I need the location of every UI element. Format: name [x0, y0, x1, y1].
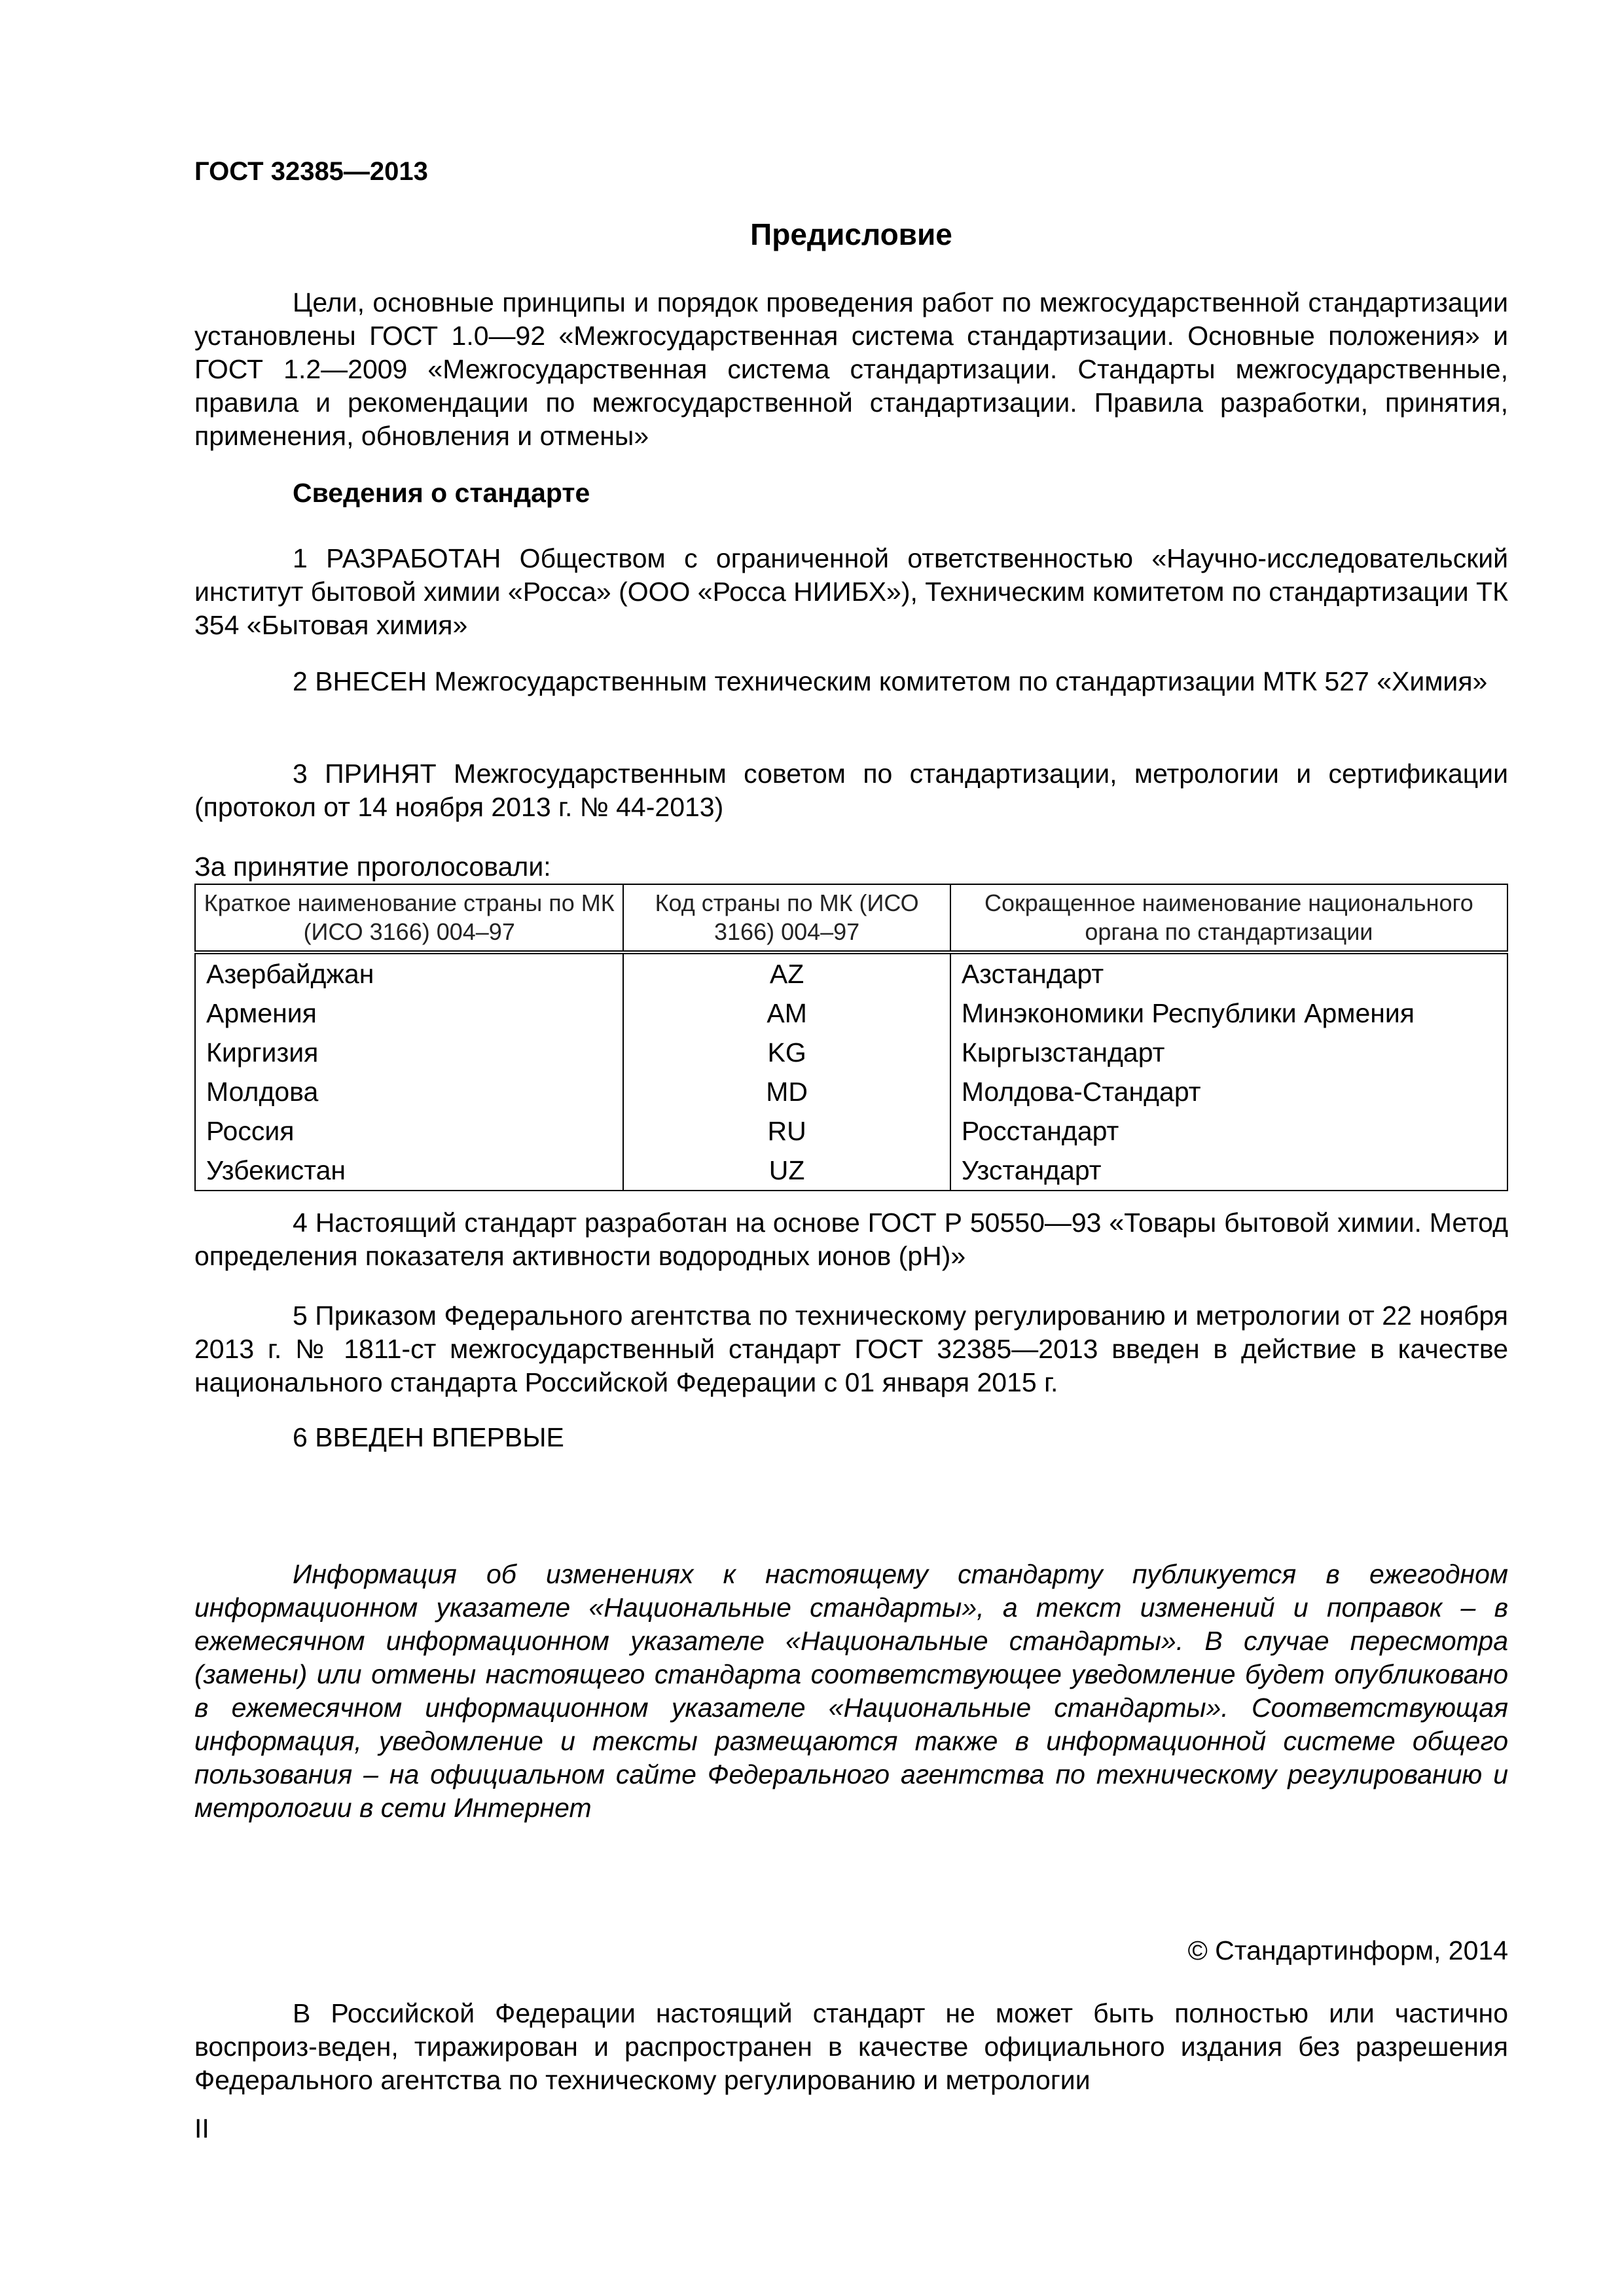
national-body: Росстандарт — [950, 1111, 1507, 1151]
intro-paragraph — [194, 286, 1508, 453]
country-code: KG — [623, 1033, 950, 1072]
national-body: Азстандарт — [950, 952, 1507, 994]
intro-text: Цели, основные принципы и порядок проведения работ по межгосударственной стандартизации установлены ГОСТ 1.0—92 «Межгосударственная система стандартизации. Основные положения» и ГОСТ 1.2—2009 «Межгосударственная система стандартизации. Стандарты межгосударственные, правила и рекомендации по межгосударственной стандартизации. Правила разработки, принятия, применения, обновления и отмены» — [194, 287, 1508, 451]
country-name: Россия — [195, 1111, 623, 1151]
item-order-text: 5 Приказом Федерального агентства по техническому регулированию и метрологии от 22 ноября 2013 г. № 1811-ст межгосударственный стандарт ГОСТ 32385—2013 введен в действие в качестве национального стандарта Российской Федерации с 01 января 2015 г. — [194, 1300, 1508, 1397]
item-basis-text: 4 Настоящий стандарт разработан на основе ГОСТ Р 50550—93 «Товары бытовой химии. Метод определения показателя активности водородных ионов (рН)» — [194, 1208, 1508, 1271]
table-row — [195, 952, 1507, 994]
country-code: AZ — [623, 952, 950, 994]
country-code: AM — [623, 994, 950, 1033]
reproduction-notice — [194, 1997, 1508, 2097]
table-row — [195, 1111, 1507, 1151]
reproduction-notice-text: В Российской Федерации настоящий стандарт не может быть полностью или частично воспроиз-веден, тиражирован и распространен в качестве официального издания без разрешения Федерального агентства по техническому регулированию и метрологии — [194, 1998, 1508, 2095]
country-code: MD — [623, 1072, 950, 1111]
page-title: Предисловие — [750, 217, 952, 251]
country-code: UZ — [623, 1151, 950, 1191]
country-name: Киргизия — [195, 1033, 623, 1072]
item-basis — [194, 1206, 1508, 1273]
item-developed-text: 1 РАЗРАБОТАН Обществом с ограниченной ответственностью «Научно-исследовательский институт бытовой химии «Росса» (ООО «Росса НИИБХ»), Техническим комитетом по стандартизации ТК 354 «Бытовая химия» — [194, 543, 1508, 640]
copyright: © Стандартинформ, 2014 — [1187, 1935, 1508, 1965]
country-name: Азербайджан — [195, 952, 623, 994]
country-code: RU — [623, 1111, 950, 1151]
item-introduced-text: 2 ВНЕСЕН Межгосударственным техническим комитетом по стандартизации МТК 527 «Химия» — [293, 666, 1488, 696]
document-code: ГОСТ 32385—2013 — [194, 157, 428, 186]
table-row — [195, 1033, 1507, 1072]
header-national-body: Сокращенное наименование национального органа по стандартизации — [950, 884, 1507, 952]
national-body: Узстандарт — [950, 1151, 1507, 1191]
national-body: Кыргызстандарт — [950, 1033, 1507, 1072]
page-number: II — [194, 2113, 209, 2144]
table-row — [195, 1151, 1507, 1191]
votes-table — [194, 884, 1508, 1191]
item-first-introduced: 6 ВВЕДЕН ВПЕРВЫЕ — [293, 1422, 564, 1452]
table-row — [195, 1072, 1507, 1111]
header-country-code: Код страны по МК (ИСО 3166) 004–97 — [623, 884, 950, 952]
info-notice-text: Информация об изменениях к настоящему стандарту публикуется в ежегодном информационном указателе «Национальные стандарты», а текст изменений и поправок – в ежемесячном информационном указателе «Национальные стандарты». В случае пересмотра (замены) или отмены настоящего стандарта соответствующее уведомление будет опубликовано в ежемесячном информационном указателе «Национальные стандарты». Соответствующая информация, уведомление и тексты размещаются также в информационной системе общего пользования – на официальном сайте Федерального агентства по техническому регулированию и метрологии в сети Интернет — [194, 1559, 1508, 1823]
item-adopted — [194, 757, 1508, 824]
votes-caption: За принятие проголосовали: — [194, 852, 551, 882]
about-heading: Сведения о стандарте — [293, 478, 590, 508]
header-country-name: Краткое наименование страны по МК (ИСО 3166) 004–97 — [195, 884, 623, 952]
country-name: Армения — [195, 994, 623, 1033]
country-name: Молдова — [195, 1072, 623, 1111]
table-row — [195, 994, 1507, 1033]
national-body: Молдова-Стандарт — [950, 1072, 1507, 1111]
item-order — [194, 1299, 1508, 1399]
votes-header-row — [195, 884, 1507, 952]
national-body: Минэкономики Республики Армения — [950, 994, 1507, 1033]
item-introduced — [194, 665, 1508, 698]
item-adopted-text: 3 ПРИНЯТ Межгосударственным советом по стандартизации, метрологии и сертификации (протокол от 14 ноября 2013 г. № 44-2013) — [194, 759, 1508, 822]
info-notice — [194, 1558, 1508, 1825]
country-name: Узбекистан — [195, 1151, 623, 1191]
item-developed — [194, 542, 1508, 642]
